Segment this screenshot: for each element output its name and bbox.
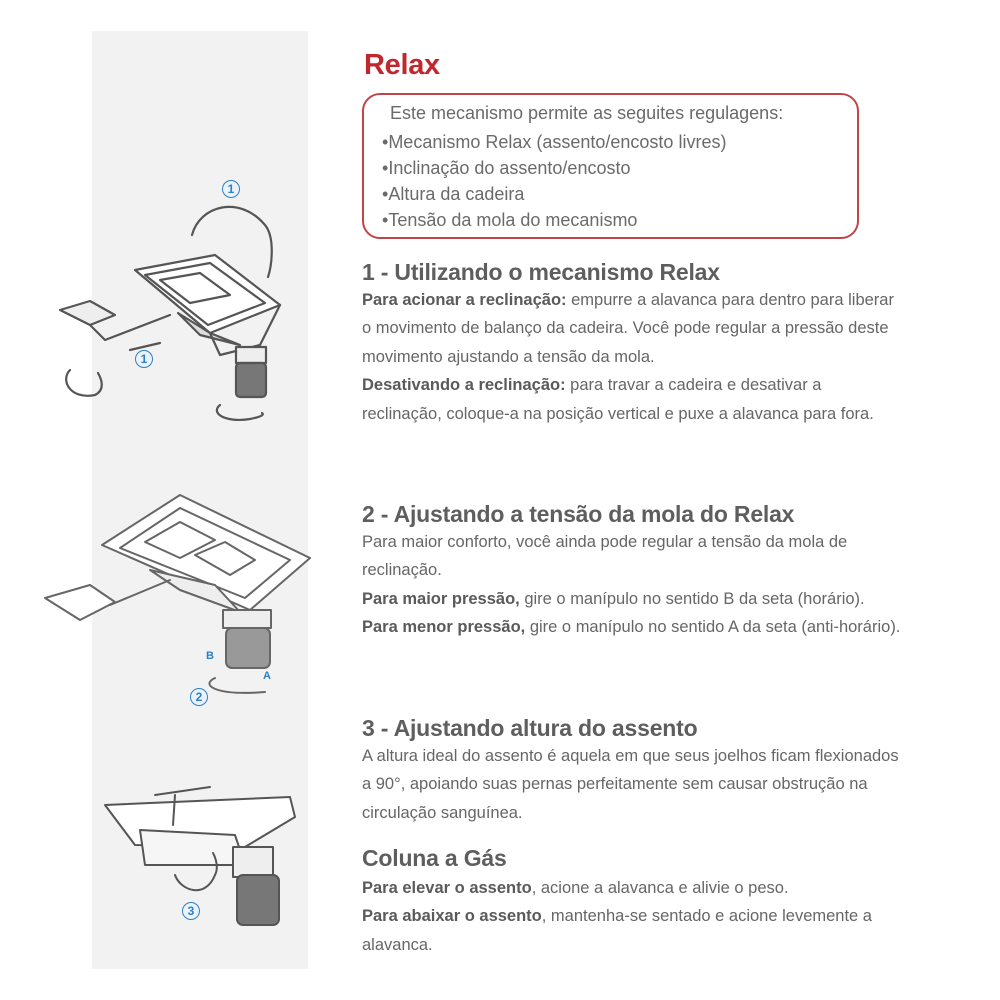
chair-mechanism-side-view-icon (95, 775, 275, 925)
section-heading: 3 - Ajustando altura do assento (362, 715, 698, 741)
paragraph-lead: Para maior pressão, (362, 589, 520, 608)
callout-2: 2 (190, 688, 208, 706)
section-heading: 2 - Ajustando a tensão da mola do Relax (362, 501, 795, 527)
section-2-spring-tension (362, 500, 902, 642)
features-intro: Este mecanismo permite as seguites regulagens: (390, 103, 784, 123)
section-heading: 1 - Utilizando o mecanismo Relax (362, 259, 720, 285)
section-paragraph (362, 371, 902, 428)
section-paragraph (362, 902, 902, 959)
callout-1-top: 1 (222, 180, 240, 198)
paragraph-text: gire o manípulo no sentido B da seta (horário). (519, 589, 865, 608)
feature-item: • Mecanismo Relax (assento/encosto livres) (382, 129, 726, 155)
section-gas-column (362, 844, 902, 959)
paragraph-lead: Para abaixar o assento (362, 907, 542, 926)
section-paragraph (362, 742, 902, 827)
section-paragraph (362, 874, 902, 902)
section-paragraph (362, 585, 902, 613)
feature-item: • Inclinação do assento/encosto (382, 155, 726, 181)
callout-1-spring: 1 (135, 350, 153, 368)
page-title: Relax (364, 49, 440, 81)
feature-item: • Altura da cadeira (382, 181, 726, 207)
section-paragraph (362, 286, 902, 371)
paragraph-lead: Para menor pressão, (362, 618, 526, 637)
paragraph-lead: Para elevar o assento (362, 879, 532, 897)
chair-mechanism-exploded-icon (50, 175, 290, 425)
paragraph-text: para travar a cadeira e desativar a reclinação, coloque-a na posição vertical e puxe a alavanca para fora. (362, 376, 874, 423)
section-paragraph (362, 528, 902, 585)
arrow-label-b: B (206, 650, 214, 662)
paragraph-text: gire o manípulo no sentido A da seta (anti-horário). (525, 618, 901, 637)
paragraph-text: Para maior conforto, você ainda pode regular a tensão da mola de reclinação. (362, 533, 848, 580)
features-list (382, 129, 726, 233)
paragraph-lead: Desativando a reclinação: (362, 376, 566, 395)
features-box (362, 93, 859, 239)
paragraph-lead: Para acionar a reclinação: (362, 291, 567, 309)
figure-1-relax-mechanism (50, 175, 290, 430)
paragraph-text: A altura ideal do assento é aquela em que seus joelhos ficam flexionados a 90°, apoiando suas pernas perfeitamente sem causar obstrução na circulação sanguínea. (362, 747, 899, 822)
paragraph-text: empurre a alavanca para dentro para liberar o movimento de balanço da cadeira. Você pode regular a pressão deste movimento ajustando a tensão da mola. (362, 291, 894, 366)
section-heading: Coluna a Gás (362, 845, 507, 871)
figure-3-seat-height (95, 775, 275, 930)
section-paragraph (362, 613, 902, 641)
paragraph-text: , mantenha-se sentado e acione levemente a alavanca. (362, 907, 872, 954)
callout-3: 3 (182, 902, 200, 920)
chair-mechanism-tension-knob-icon (40, 480, 300, 710)
feature-item: • Tensão da mola do mecanismo (382, 207, 726, 233)
arrow-label-a: A (263, 670, 271, 682)
section-1-relax (362, 258, 902, 428)
section-3-seat-height (362, 714, 902, 827)
figure-2-spring-tension (40, 480, 300, 715)
paragraph-text: , acione a alavanca e alivie o peso. (531, 879, 789, 897)
